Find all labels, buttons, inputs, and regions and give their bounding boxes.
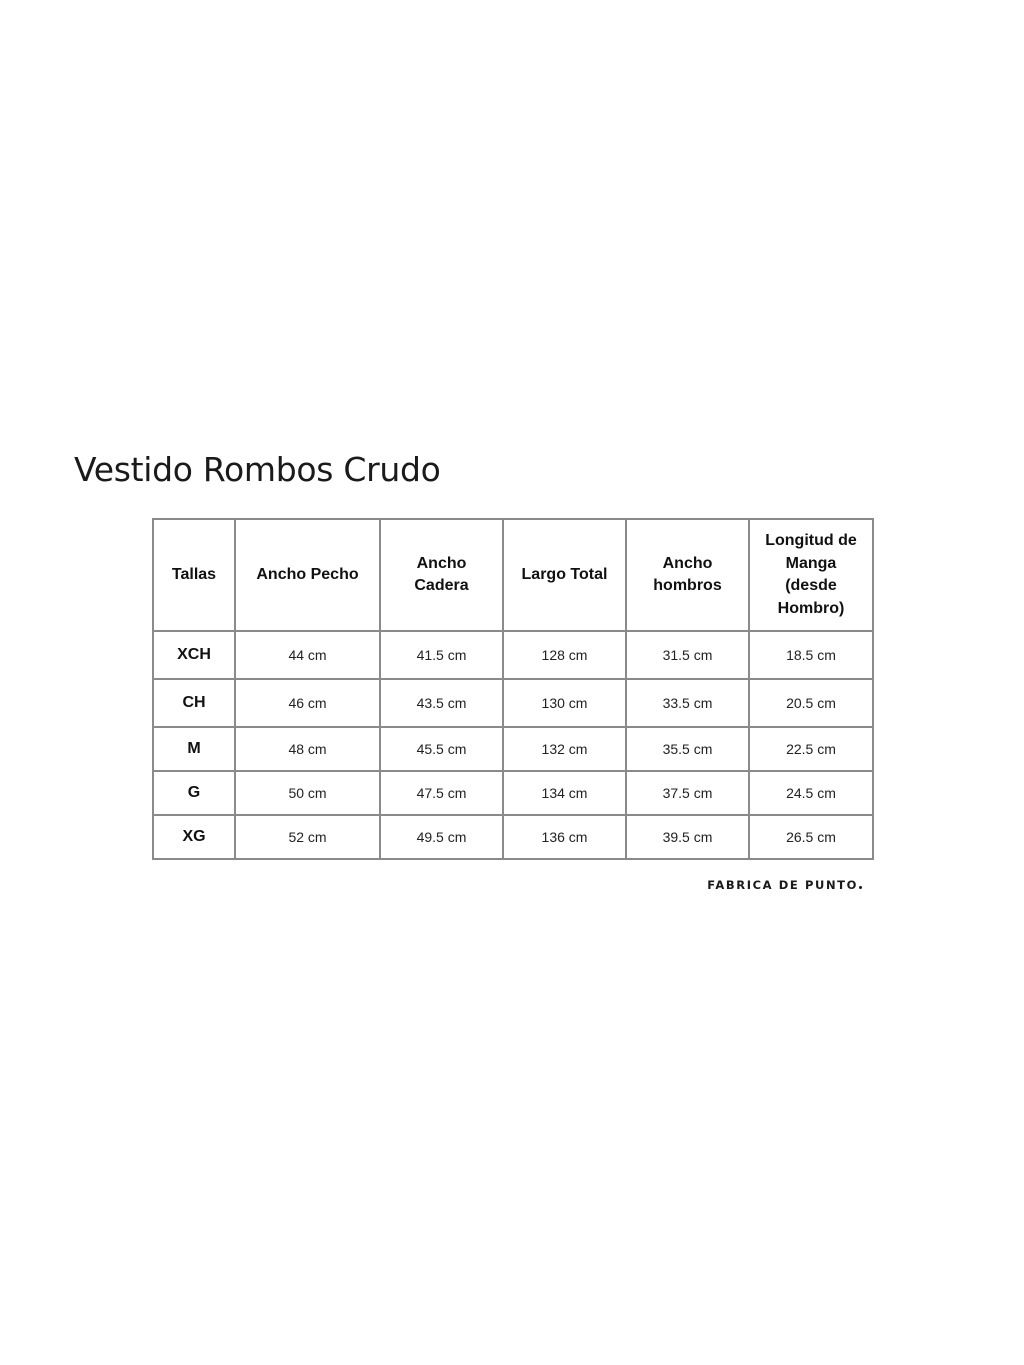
table-cell: 44 cm	[235, 631, 380, 679]
table-header-row	[153, 519, 873, 631]
table-cell: 49.5 cm	[380, 815, 503, 859]
size-chart-table	[152, 518, 874, 860]
table-cell: 46 cm	[235, 679, 380, 727]
column-header-largo-total: Largo Total	[503, 519, 626, 631]
column-header-longitud-manga: Longitud de Manga (desde Hombro)	[749, 519, 873, 631]
table-row	[153, 771, 873, 815]
table-row	[153, 631, 873, 679]
table-cell: 20.5 cm	[749, 679, 873, 727]
column-header-ancho-cadera: Ancho Cadera	[380, 519, 503, 631]
brand-logo	[600, 878, 862, 892]
table-row	[153, 679, 873, 727]
registered-mark-icon	[859, 886, 862, 889]
column-header-tallas: Tallas	[153, 519, 235, 631]
table-cell: 48 cm	[235, 727, 380, 771]
size-cell: M	[153, 727, 235, 771]
table-cell: 43.5 cm	[380, 679, 503, 727]
table-row	[153, 815, 873, 859]
table-cell: 47.5 cm	[380, 771, 503, 815]
column-header-ancho-pecho: Ancho Pecho	[235, 519, 380, 631]
size-cell: XCH	[153, 631, 235, 679]
table-cell: 24.5 cm	[749, 771, 873, 815]
table-cell: 22.5 cm	[749, 727, 873, 771]
size-cell: G	[153, 771, 235, 815]
table-cell: 31.5 cm	[626, 631, 749, 679]
table-cell: 128 cm	[503, 631, 626, 679]
table-cell: 52 cm	[235, 815, 380, 859]
table-cell: 136 cm	[503, 815, 626, 859]
brand-logo-text: FABRICA DE PUNTO	[707, 878, 858, 892]
table-cell: 39.5 cm	[626, 815, 749, 859]
table-cell: 26.5 cm	[749, 815, 873, 859]
table-cell: 132 cm	[503, 727, 626, 771]
table-cell: 50 cm	[235, 771, 380, 815]
table-cell: 45.5 cm	[380, 727, 503, 771]
table-cell: 41.5 cm	[380, 631, 503, 679]
size-cell: CH	[153, 679, 235, 727]
table-cell: 37.5 cm	[626, 771, 749, 815]
column-header-ancho-hombros: Ancho hombros	[626, 519, 749, 631]
table-cell: 33.5 cm	[626, 679, 749, 727]
table-cell: 18.5 cm	[749, 631, 873, 679]
table-row	[153, 727, 873, 771]
size-cell: XG	[153, 815, 235, 859]
table-cell: 130 cm	[503, 679, 626, 727]
table-cell: 134 cm	[503, 771, 626, 815]
table-cell: 35.5 cm	[626, 727, 749, 771]
page-title: Vestido Rombos Crudo	[74, 450, 441, 489]
